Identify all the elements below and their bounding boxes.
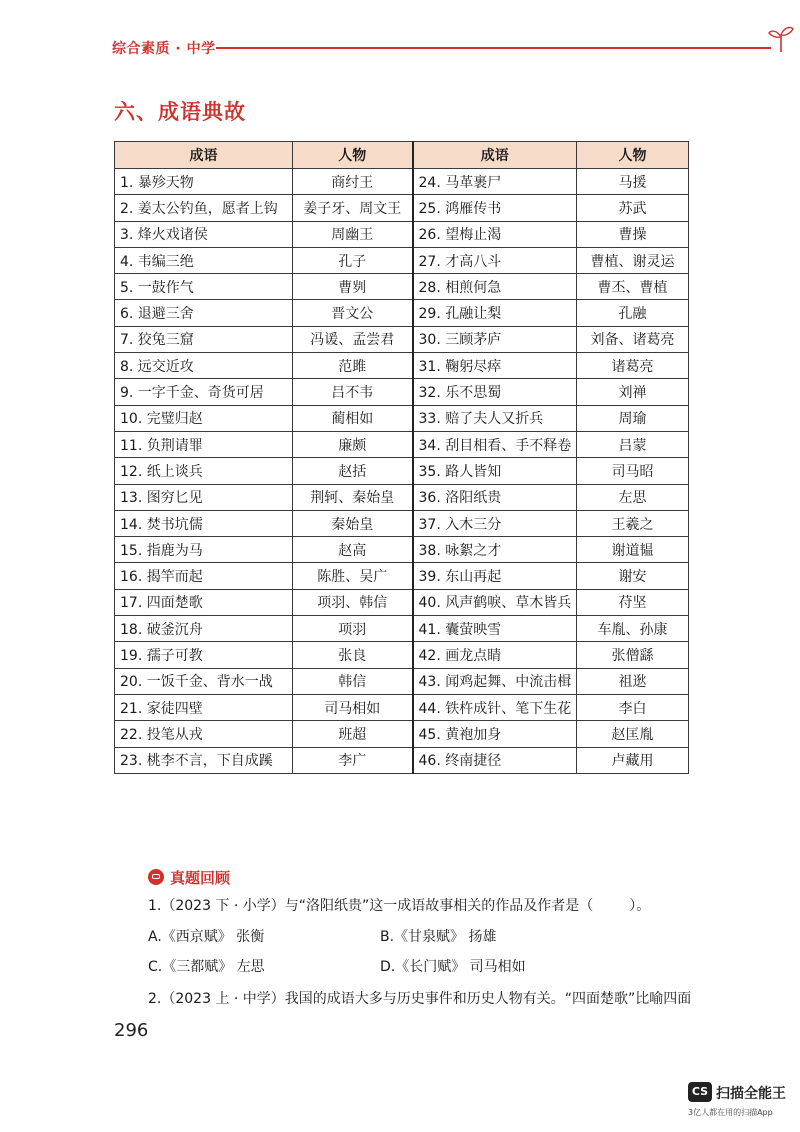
idiom-cell: 4. 韦编三绝 (115, 247, 293, 273)
person-cell: 项羽、韩信 (293, 589, 413, 615)
table-row (115, 300, 689, 326)
option-a: A.《西京赋》 张衡 (148, 929, 265, 945)
idiom-cell: 11. 负荆请罪 (115, 431, 293, 457)
person-cell: 左思 (577, 484, 689, 510)
table-row (115, 247, 689, 273)
person-cell: 谢道韫 (577, 537, 689, 563)
person-cell: 周瑜 (577, 405, 689, 431)
question-1-stem: 1.（2023 下 · 小学）与“洛阳纸贵”这一成语故事相关的作品及作者是（ (148, 898, 594, 914)
person-cell: 苻坚 (577, 589, 689, 615)
idiom-cell: 28. 相煎何急 (413, 274, 577, 300)
idiom-cell: 2. 姜太公钓鱼，愿者上钩 (115, 195, 293, 221)
table-row (115, 589, 689, 615)
idiom-cell: 24. 马革裹尸 (413, 169, 577, 195)
idiom-cell: 37. 入木三分 (413, 510, 577, 536)
idiom-cell: 16. 揭竿而起 (115, 563, 293, 589)
person-cell: 张僧繇 (577, 642, 689, 668)
running-header (112, 36, 690, 60)
person-cell: 苏武 (577, 195, 689, 221)
table-row (115, 668, 689, 694)
person-cell: 赵括 (293, 458, 413, 484)
idiom-cell: 45. 黄袍加身 (413, 721, 577, 747)
table-row (115, 747, 689, 773)
page-number: 296 (114, 1020, 149, 1041)
column-header-idiom-2: 成语 (413, 142, 577, 169)
person-cell: 曹植、谢灵运 (577, 247, 689, 273)
person-cell: 廉颇 (293, 431, 413, 457)
idiom-cell: 44. 铁杵成针、笔下生花 (413, 694, 577, 720)
person-cell: 曹丕、曹植 (577, 274, 689, 300)
idiom-cell: 42. 画龙点睛 (413, 642, 577, 668)
table-header-row (115, 142, 689, 169)
option-d: D.《长门赋》 司马相如 (380, 959, 526, 975)
question-1-stem-end: ）。 (629, 898, 651, 914)
idiom-cell: 38. 咏絮之才 (413, 537, 577, 563)
person-cell: 张良 (293, 642, 413, 668)
idiom-cell: 21. 家徒四壁 (115, 694, 293, 720)
table-row (115, 563, 689, 589)
table-row (115, 169, 689, 195)
person-cell: 孔融 (577, 300, 689, 326)
question-1 (148, 895, 650, 915)
header-rule (216, 47, 771, 49)
sprout-icon (767, 24, 795, 54)
question-2: 2.（2023 上 · 中学）我国的成语大多与历史事件和历史人物有关。“四面楚歌”比喻四面 (148, 991, 692, 1007)
person-cell: 孔子 (293, 247, 413, 273)
scanner-logo: CS (688, 1082, 712, 1102)
person-cell: 李白 (577, 694, 689, 720)
idiom-cell: 6. 退避三舍 (115, 300, 293, 326)
column-header-person-2: 人物 (577, 142, 689, 169)
table-row (115, 326, 689, 352)
idiom-cell: 20. 一饭千金、背水一战 (115, 668, 293, 694)
idiom-cell: 41. 囊萤映雪 (413, 616, 577, 642)
person-cell: 蔺相如 (293, 405, 413, 431)
idiom-cell: 30. 三顾茅庐 (413, 326, 577, 352)
person-cell: 赵匡胤 (577, 721, 689, 747)
person-cell: 周幽王 (293, 221, 413, 247)
table-row (115, 616, 689, 642)
idiom-cell: 19. 孺子可教 (115, 642, 293, 668)
person-cell: 司马昭 (577, 458, 689, 484)
person-cell: 吕不韦 (293, 379, 413, 405)
idiom-cell: 35. 路人皆知 (413, 458, 577, 484)
idiom-cell: 39. 东山再起 (413, 563, 577, 589)
idiom-cell: 29. 孔融让梨 (413, 300, 577, 326)
idiom-cell: 34. 刮目相看、手不释卷 (413, 431, 577, 457)
scanner-tagline: 3亿人都在用的扫描App (688, 1108, 773, 1117)
idiom-cell: 17. 四面楚歌 (115, 589, 293, 615)
table-row (115, 195, 689, 221)
idiom-cell: 13. 图穷匕见 (115, 484, 293, 510)
idiom-cell: 36. 洛阳纸贵 (413, 484, 577, 510)
header-title: 综合素质 · 中学 (112, 41, 216, 57)
idiom-cell: 23. 桃李不言，下自成蹊 (115, 747, 293, 773)
idiom-cell: 46. 终南捷径 (413, 747, 577, 773)
person-cell: 卢藏用 (577, 747, 689, 773)
idiom-cell: 31. 鞠躬尽瘁 (413, 353, 577, 379)
table-row (115, 379, 689, 405)
table-row (115, 537, 689, 563)
table-row (115, 484, 689, 510)
table-row (115, 458, 689, 484)
idiom-cell: 27. 才高八斗 (413, 247, 577, 273)
idiom-cell: 40. 风声鹤唳、草木皆兵 (413, 589, 577, 615)
table-row (115, 221, 689, 247)
table-row (115, 353, 689, 379)
idiom-cell: 14. 焚书坑儒 (115, 510, 293, 536)
person-cell: 荆轲、秦始皇 (293, 484, 413, 510)
person-cell: 赵高 (293, 537, 413, 563)
person-cell: 冯谖、孟尝君 (293, 326, 413, 352)
table-row (115, 642, 689, 668)
person-cell: 秦始皇 (293, 510, 413, 536)
idiom-cell: 32. 乐不思蜀 (413, 379, 577, 405)
option-b: B.《甘泉赋》 扬雄 (380, 929, 497, 945)
idiom-cell: 9. 一字千金、奇货可居 (115, 379, 293, 405)
table-row (115, 431, 689, 457)
idiom-cell: 12. 纸上谈兵 (115, 458, 293, 484)
person-cell: 曹操 (577, 221, 689, 247)
person-cell: 商纣王 (293, 169, 413, 195)
idiom-cell: 43. 闻鸡起舞、中流击楫 (413, 668, 577, 694)
table-row (115, 274, 689, 300)
table-row (115, 510, 689, 536)
idiom-cell: 15. 指鹿为马 (115, 537, 293, 563)
person-cell: 李广 (293, 747, 413, 773)
person-cell: 范雎 (293, 353, 413, 379)
person-cell: 谢安 (577, 563, 689, 589)
person-cell: 诸葛亮 (577, 353, 689, 379)
person-cell: 刘禅 (577, 379, 689, 405)
person-cell: 司马相如 (293, 694, 413, 720)
person-cell: 王羲之 (577, 510, 689, 536)
person-cell: 韩信 (293, 668, 413, 694)
review-icon (148, 869, 164, 885)
scanner-name: 扫描全能王 (716, 1086, 786, 1102)
scanner-watermark (688, 1082, 800, 1122)
person-cell: 祖逖 (577, 668, 689, 694)
person-cell: 姜子牙、周文王 (293, 195, 413, 221)
idiom-table-body (115, 169, 689, 774)
idiom-table (114, 141, 689, 774)
person-cell: 晋文公 (293, 300, 413, 326)
idiom-cell: 33. 赔了夫人又折兵 (413, 405, 577, 431)
person-cell: 项羽 (293, 616, 413, 642)
idiom-cell: 18. 破釜沉舟 (115, 616, 293, 642)
person-cell: 班超 (293, 721, 413, 747)
person-cell: 刘备、诸葛亮 (577, 326, 689, 352)
review-title: 真题回顾 (170, 869, 231, 887)
idiom-cell: 8. 远交近攻 (115, 353, 293, 379)
idiom-cell: 7. 狡兔三窟 (115, 326, 293, 352)
idiom-cell: 25. 鸿雁传书 (413, 195, 577, 221)
table-row (115, 694, 689, 720)
idiom-cell: 26. 望梅止渴 (413, 221, 577, 247)
idiom-cell: 22. 投笔从戎 (115, 721, 293, 747)
column-header-idiom: 成语 (115, 142, 293, 169)
idiom-cell: 3. 烽火戏诸侯 (115, 221, 293, 247)
person-cell: 马援 (577, 169, 689, 195)
person-cell: 陈胜、吴广 (293, 563, 413, 589)
table-row (115, 405, 689, 431)
table-row (115, 721, 689, 747)
idiom-cell: 1. 暴殄天物 (115, 169, 293, 195)
person-cell: 曹刿 (293, 274, 413, 300)
section-title: 六、成语典故 (114, 100, 246, 124)
column-header-person: 人物 (293, 142, 413, 169)
idiom-cell: 10. 完璧归赵 (115, 405, 293, 431)
person-cell: 车胤、孙康 (577, 616, 689, 642)
idiom-cell: 5. 一鼓作气 (115, 274, 293, 300)
person-cell: 吕蒙 (577, 431, 689, 457)
option-c: C.《三都赋》 左思 (148, 959, 265, 975)
